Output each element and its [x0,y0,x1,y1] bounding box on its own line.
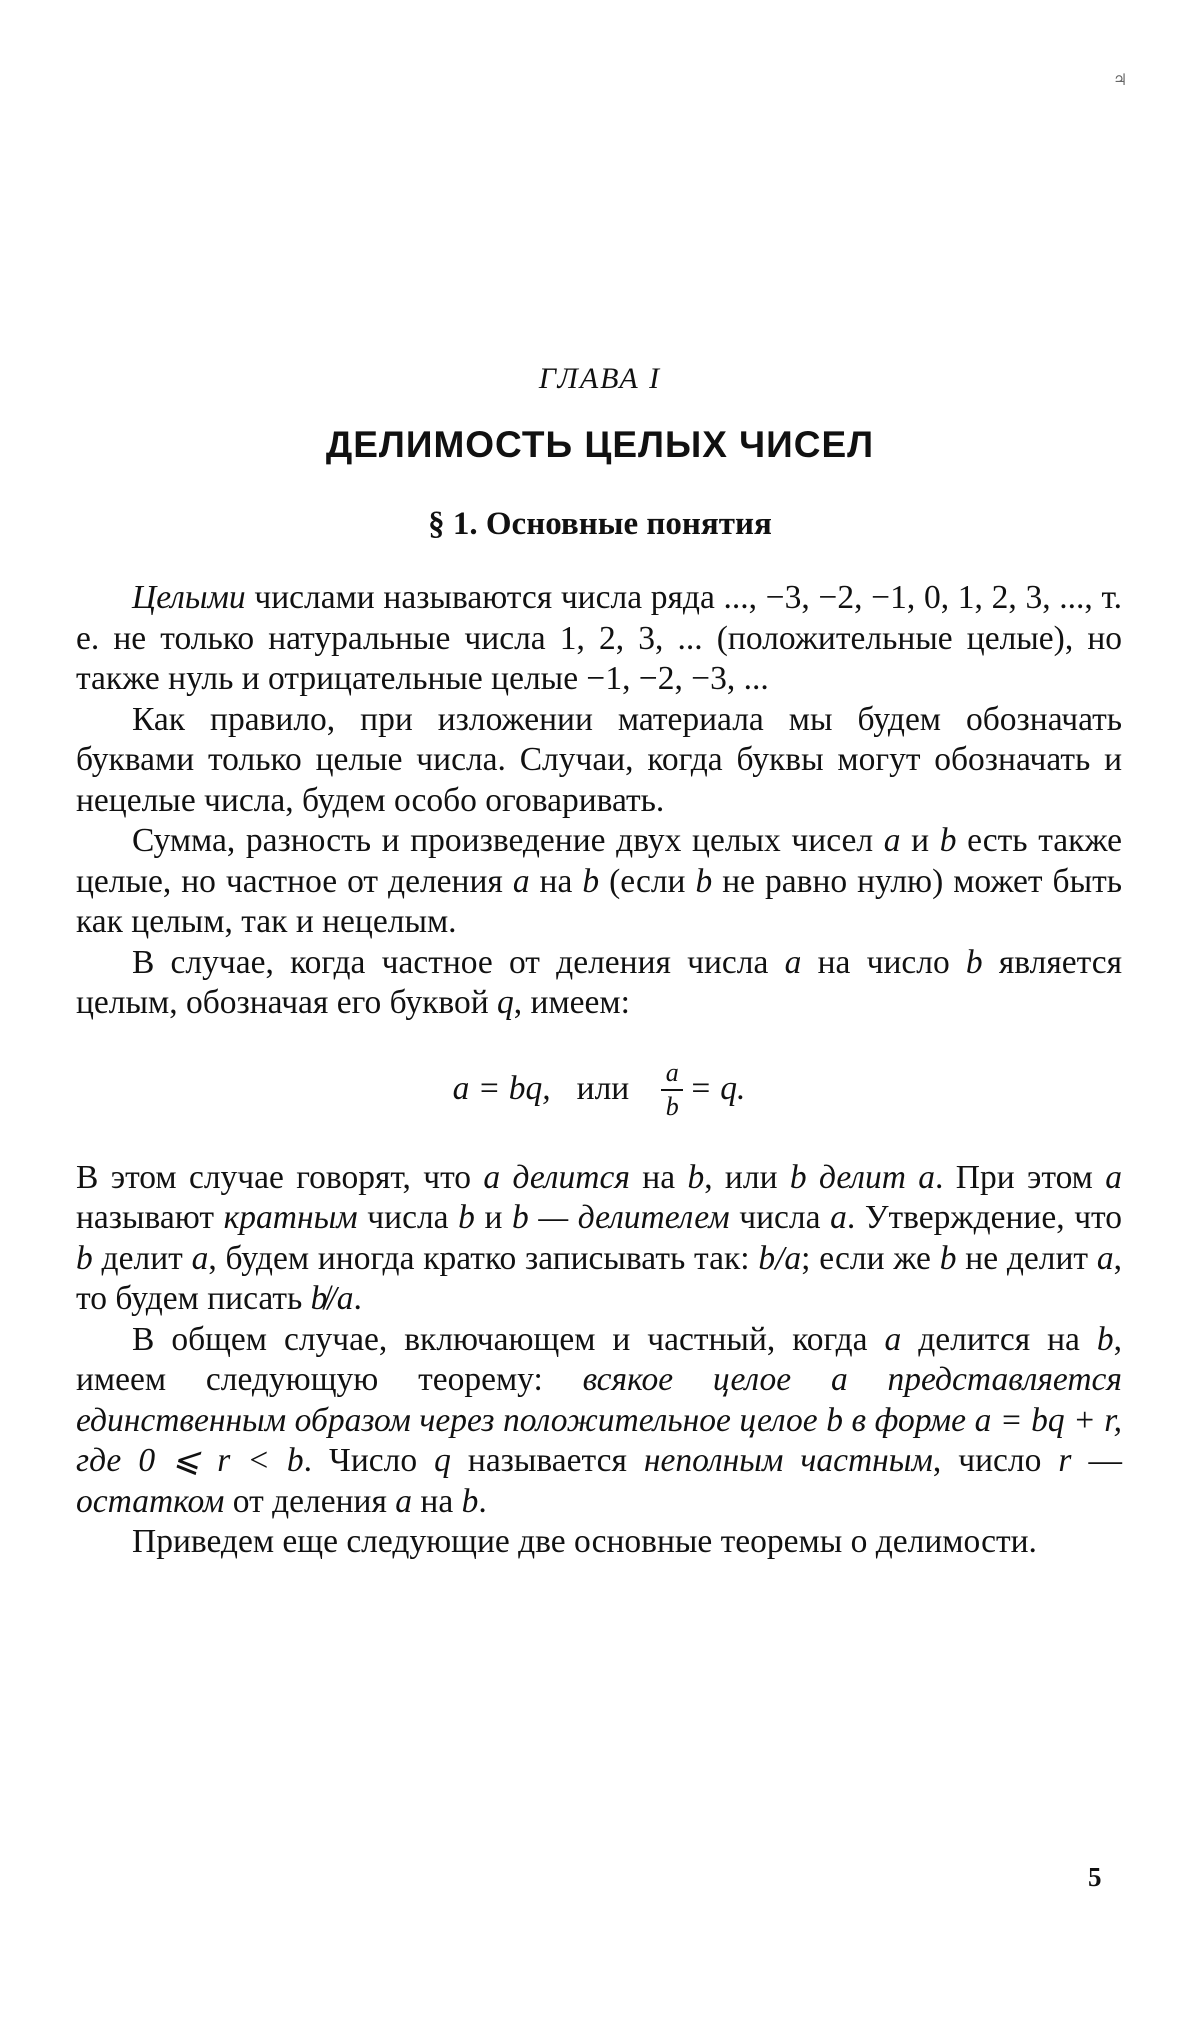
term-divides: a делится [483,1158,630,1196]
symbol-b: b [458,1199,475,1236]
text-run: , имеем следующую теорему: [76,1320,1123,1398]
paragraph-notation: Как правило, при изложении материала мы будем обозначать буквами только целые числа. Случаи, когда буквы могут обозначать и нецелые числа, будем особо оговаривать. [76,700,1122,819]
text-run: на [629,1158,688,1196]
text-run: и [474,1199,513,1236]
paragraph-quotient [76,943,1122,1024]
text-run: Сумма, разность и произведение двух целых чисел [132,822,884,859]
text-run: (если [599,862,696,900]
text-run: называют [76,1199,224,1236]
scan-mark: ♃ [1113,72,1128,89]
chapter-title: ДЕЛИМОСТЬ ЦЕЛЫХ ЧИСЕЛ [325,424,875,465]
theorem-statement: всякое целое a представляется единственным образом через положительное целое b в форме a = bq + r, где 0 ⩽ r < b [76,1361,1122,1479]
text-run: , имеем: [513,984,630,1021]
term-b-divides-a: b делит a [789,1158,936,1196]
symbol-q: q [497,984,514,1021]
text-run: В случае, когда частное от деления числа [132,943,785,981]
symbol-a: a [830,1199,847,1236]
symbol-b: b [939,822,957,859]
text-run: . При этом [935,1158,1106,1196]
symbol-b: b [965,943,983,981]
page-number: 5 [1088,1862,1102,1892]
symbol-a: a [1096,1239,1114,1277]
text-run: является целым, обозначая его буквой [76,943,1122,1021]
text-run: В общем случае, включающем и частный, когда [132,1320,885,1358]
text-run: , то будем писать [76,1239,1123,1317]
fraction-denominator: b [665,1091,679,1121]
symbol-a: a [1105,1158,1122,1196]
text-run: на [412,1482,462,1520]
term-remainder: остатком [76,1482,225,1520]
text-run: числа [357,1199,459,1236]
text-run: . Число [303,1442,435,1479]
symbol-b: b [695,862,713,900]
text-run: не равно нулю) может быть как целым, так и нецелым. [76,862,1123,940]
text-run: и [900,822,940,859]
symbol-b: b [687,1158,705,1196]
text-run: делится на [901,1320,1097,1358]
text-run: называется [450,1442,644,1479]
paragraph-divisibility-terms [76,1158,1122,1320]
chapter-label: ГЛАВА I [538,362,662,395]
body-text [76,578,1122,1563]
text-run: на [529,862,583,900]
paragraph-next-theorems: Приведем еще следующие две основные теоремы о делимости. [132,1523,1037,1560]
symbol-b: b [461,1482,479,1520]
text-run: на число [801,943,966,981]
paragraph-operations [76,821,1122,943]
text-run: не делит [956,1239,1097,1277]
symbol-b: b [512,1199,529,1236]
paragraph-integers [76,578,1122,700]
display-formula [76,1042,1122,1138]
fraction-numerator: a [665,1057,679,1087]
notation-divides: b/a [758,1239,802,1277]
paragraph-text: числами называются числа ряда ..., −3, −2, −1, 0, 1, 2, 3, ..., т. е. не только натуральные числа 1, 2, 3, ... (положительные целые), но также нуль и отрицательные целые −1, −2, −3, ... [76,579,1122,697]
symbol-a: a [884,1320,902,1358]
symbol-b: b [76,1239,93,1277]
symbol-a: a [512,862,530,900]
symbol-b: b [582,862,600,900]
term-incomplete-quotient: неполным частным [643,1442,933,1479]
text-run: . [353,1280,362,1317]
text-run: , число [932,1442,1059,1479]
text-run: делит [92,1239,192,1277]
fraction [661,1059,683,1121]
formula-right: = q. [689,1070,746,1108]
text-run: , или [704,1158,790,1196]
symbol-a: a [883,822,901,859]
text-run: от деления [224,1482,396,1520]
symbol-a: a [395,1482,413,1520]
term-multiple: кратным [223,1199,358,1236]
text-run: . [478,1482,487,1520]
fraction-bar [661,1089,683,1091]
text-run: , будем иногда кратко записывать так: [208,1239,759,1277]
symbol-a: a [784,943,802,981]
text-run: есть также целые, но частное от деления [76,822,1122,900]
text-run: числа [729,1199,831,1236]
term-divisor: — делителем [538,1199,730,1236]
text-run: . Утверждение, что [846,1199,1122,1236]
symbol-r: r [1058,1442,1072,1479]
text-run: В этом случае говорят, что [76,1158,484,1196]
symbol-b: b [939,1239,957,1277]
formula-or: или [576,1070,630,1108]
symbol-q: q [434,1442,451,1479]
notation-not-divides: b̸/a [310,1280,354,1317]
section-title: § 1. Основные понятия [428,506,772,542]
formula-left: a = bq, [452,1070,551,1108]
paragraph-division-theorem [76,1320,1122,1523]
symbol-b: b [1096,1320,1114,1358]
text-run: ; если же [801,1239,940,1277]
term-integers: Целыми [132,579,246,616]
text-run: — [1071,1442,1122,1479]
symbol-a: a [191,1239,209,1277]
